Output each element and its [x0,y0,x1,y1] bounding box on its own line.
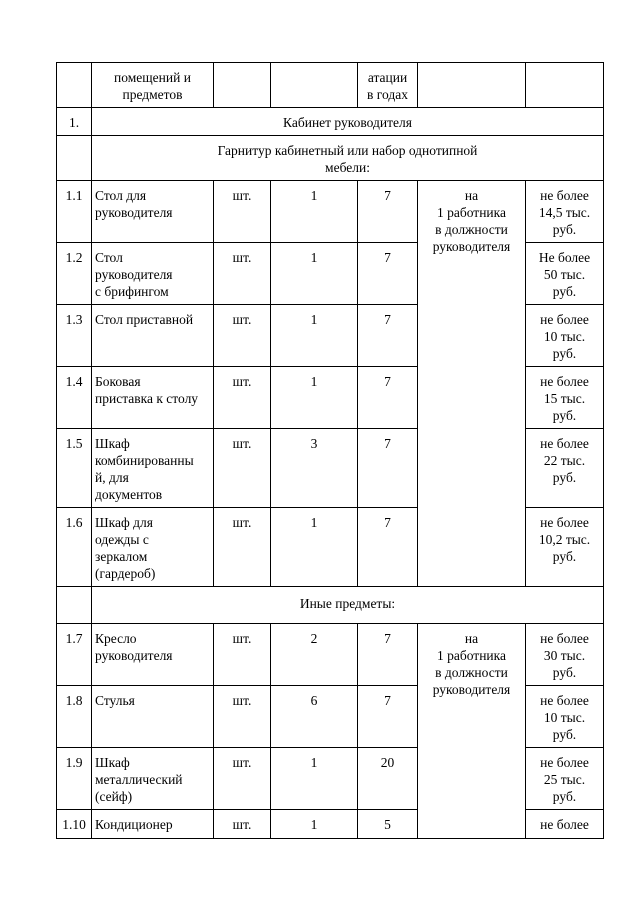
row-number: 1.8 [57,686,92,748]
row-years: 7 [358,429,418,508]
row-qty: 3 [271,429,358,508]
header-num-cell [57,63,92,108]
row-unit: шт. [214,810,271,839]
row-price: не более 10 тыс. руб. [526,305,604,367]
row-price: не более 30 тыс. руб. [526,624,604,686]
row-name: Шкаф комбинированны й, для документов [92,429,214,508]
row-price: не более 22 тыс. руб. [526,429,604,508]
row-qty: 1 [271,243,358,305]
group2-note: на 1 работника в должности руководителя [418,624,526,839]
row-unit: шт. [214,686,271,748]
row-qty: 1 [271,508,358,587]
row-price: не более 15 тыс. руб. [526,367,604,429]
header-life-cell: атации в годах [358,63,418,108]
header-note-cell [418,63,526,108]
row-years: 20 [358,748,418,810]
section-row [57,108,604,136]
row-name: Стол для руководителя [92,181,214,243]
row-number: 1.7 [57,624,92,686]
row-qty: 2 [271,624,358,686]
row-price: не более 10 тыс. руб. [526,686,604,748]
row-unit: шт. [214,367,271,429]
row-name: Стол приставной [92,305,214,367]
row-name: Кресло руководителя [92,624,214,686]
group1-title: Гарнитур кабинетный или набор однотипной мебели: [92,136,604,181]
row-number: 1.5 [57,429,92,508]
row-name: Боковая приставка к столу [92,367,214,429]
row-years: 7 [358,181,418,243]
row-years: 5 [358,810,418,839]
row-number: 1.10 [57,810,92,839]
row-price: Не более 50 тыс. руб. [526,243,604,305]
group-title-num-cell [57,587,92,624]
row-qty: 1 [271,367,358,429]
table-header-continuation-row [57,63,604,108]
row-number: 1.2 [57,243,92,305]
header-price-cell [526,63,604,108]
row-years: 7 [358,367,418,429]
row-price: не более 10,2 тыс. руб. [526,508,604,587]
row-unit: шт. [214,429,271,508]
row-years: 7 [358,508,418,587]
row-number: 1.1 [57,181,92,243]
row-price: не более 25 тыс. руб. [526,748,604,810]
table-row [57,181,604,243]
row-qty: 6 [271,686,358,748]
row-number: 1.3 [57,305,92,367]
row-name: Шкаф металлический (сейф) [92,748,214,810]
row-number: 1.4 [57,367,92,429]
row-qty: 1 [271,305,358,367]
section-title: Кабинет руководителя [92,108,604,136]
row-years: 7 [358,624,418,686]
row-unit: шт. [214,624,271,686]
row-unit: шт. [214,508,271,587]
group-title-row [57,587,604,624]
row-unit: шт. [214,305,271,367]
row-name: Стулья [92,686,214,748]
row-qty: 1 [271,181,358,243]
row-name: Стол руководителя с брифингом [92,243,214,305]
row-name: Шкаф для одежды с зеркалом (гардероб) [92,508,214,587]
row-unit: шт. [214,181,271,243]
group-title-row [57,136,604,181]
section-number: 1. [57,108,92,136]
row-qty: 1 [271,810,358,839]
row-number: 1.9 [57,748,92,810]
row-number: 1.6 [57,508,92,587]
furniture-norms-table [56,62,604,839]
row-years: 7 [358,305,418,367]
row-unit: шт. [214,748,271,810]
row-price: не более [526,810,604,839]
group-title-num-cell [57,136,92,181]
header-name-cell: помещений и предметов [92,63,214,108]
row-price: не более 14,5 тыс. руб. [526,181,604,243]
row-name: Кондиционер [92,810,214,839]
header-unit-cell [214,63,271,108]
row-unit: шт. [214,243,271,305]
row-years: 7 [358,686,418,748]
header-qty-cell [271,63,358,108]
row-qty: 1 [271,748,358,810]
table-row [57,624,604,686]
group2-title: Иные предметы: [92,587,604,624]
group1-note: на 1 работника в должности руководителя [418,181,526,587]
row-years: 7 [358,243,418,305]
